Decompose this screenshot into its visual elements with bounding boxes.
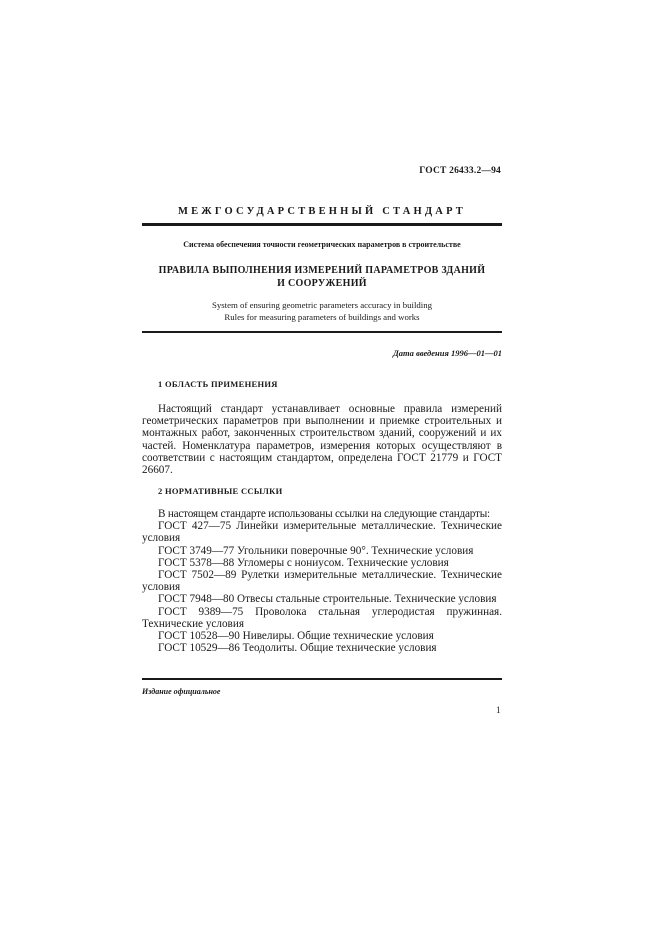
page-number: 1	[496, 705, 501, 715]
edition-label: Издание официальное	[142, 687, 221, 696]
reference-item: ГОСТ 9389—75 Проволока стальная углеродистая пружинная. Технические условия	[142, 605, 502, 630]
introduction-date: Дата введения 1996—01—01	[392, 348, 502, 358]
footer-rule	[142, 678, 502, 680]
english-title-line-1: System of ensuring geometric parameters accuracy in building	[211, 300, 433, 310]
reference-item: ГОСТ 10528—90 Нивелиры. Общие технические условия	[158, 630, 434, 643]
reference-item: ГОСТ 5378—88 Угломеры с нониусом. Технические условия	[158, 556, 449, 569]
header-rule	[142, 223, 502, 226]
main-title-line-1: ПРАВИЛА ВЫПОЛНЕНИЯ ИЗМЕРЕНИЙ ПАРАМЕТРОВ ЗДАНИЙ	[158, 265, 486, 276]
main-title	[142, 264, 502, 290]
system-title: Система обеспечения точности геометрических параметров в строительстве	[183, 240, 461, 249]
reference-item: ГОСТ 10529—86 Теодолиты. Общие технические условия	[158, 642, 437, 655]
section-1-heading: 1 ОБЛАСТЬ ПРИМЕНЕНИЯ	[158, 379, 278, 389]
references-intro: В настоящем стандарте использованы ссылки на следующие стандарты:	[158, 508, 490, 520]
reference-item: ГОСТ 427—75 Линейки измерительные металлические. Технические условия	[142, 520, 502, 545]
main-title-line-2: И СООРУЖЕНИЙ	[277, 278, 367, 289]
section-1-paragraph	[142, 403, 502, 476]
english-title-line-2: Rules for measuring parameters of buildings and works	[224, 312, 420, 322]
section-2-heading: 2 НОРМАТИВНЫЕ ССЫЛКИ	[158, 486, 283, 496]
english-title	[142, 299, 502, 323]
document-code: ГОСТ 26433.2—94	[419, 166, 501, 176]
references-list	[142, 508, 502, 654]
title-rule	[142, 331, 502, 333]
reference-item: ГОСТ 7502—89 Рулетки измерительные металлические. Технические условия	[142, 569, 502, 594]
reference-item: ГОСТ 3749—77 Угольники поверочные 90°. Технические условия	[158, 544, 474, 557]
reference-item: ГОСТ 7948—80 Отвесы стальные строительные. Технические условия	[158, 593, 497, 606]
standard-type-heading: МЕЖГОСУДАРСТВЕННЫЙ СТАНДАРТ	[177, 206, 467, 217]
section-1-text: Настоящий стандарт устанавливает основные правила измерений геометрических параметров при выполнении и приемке строительных и монтажных работ, законченных строительством зданий, сооружений и их частей. Номенклатура параметров, измерения которых осуществляют в соответствии с настоящим стандартом, определена ГОСТ 21779 и ГОСТ 26607.	[142, 403, 502, 477]
